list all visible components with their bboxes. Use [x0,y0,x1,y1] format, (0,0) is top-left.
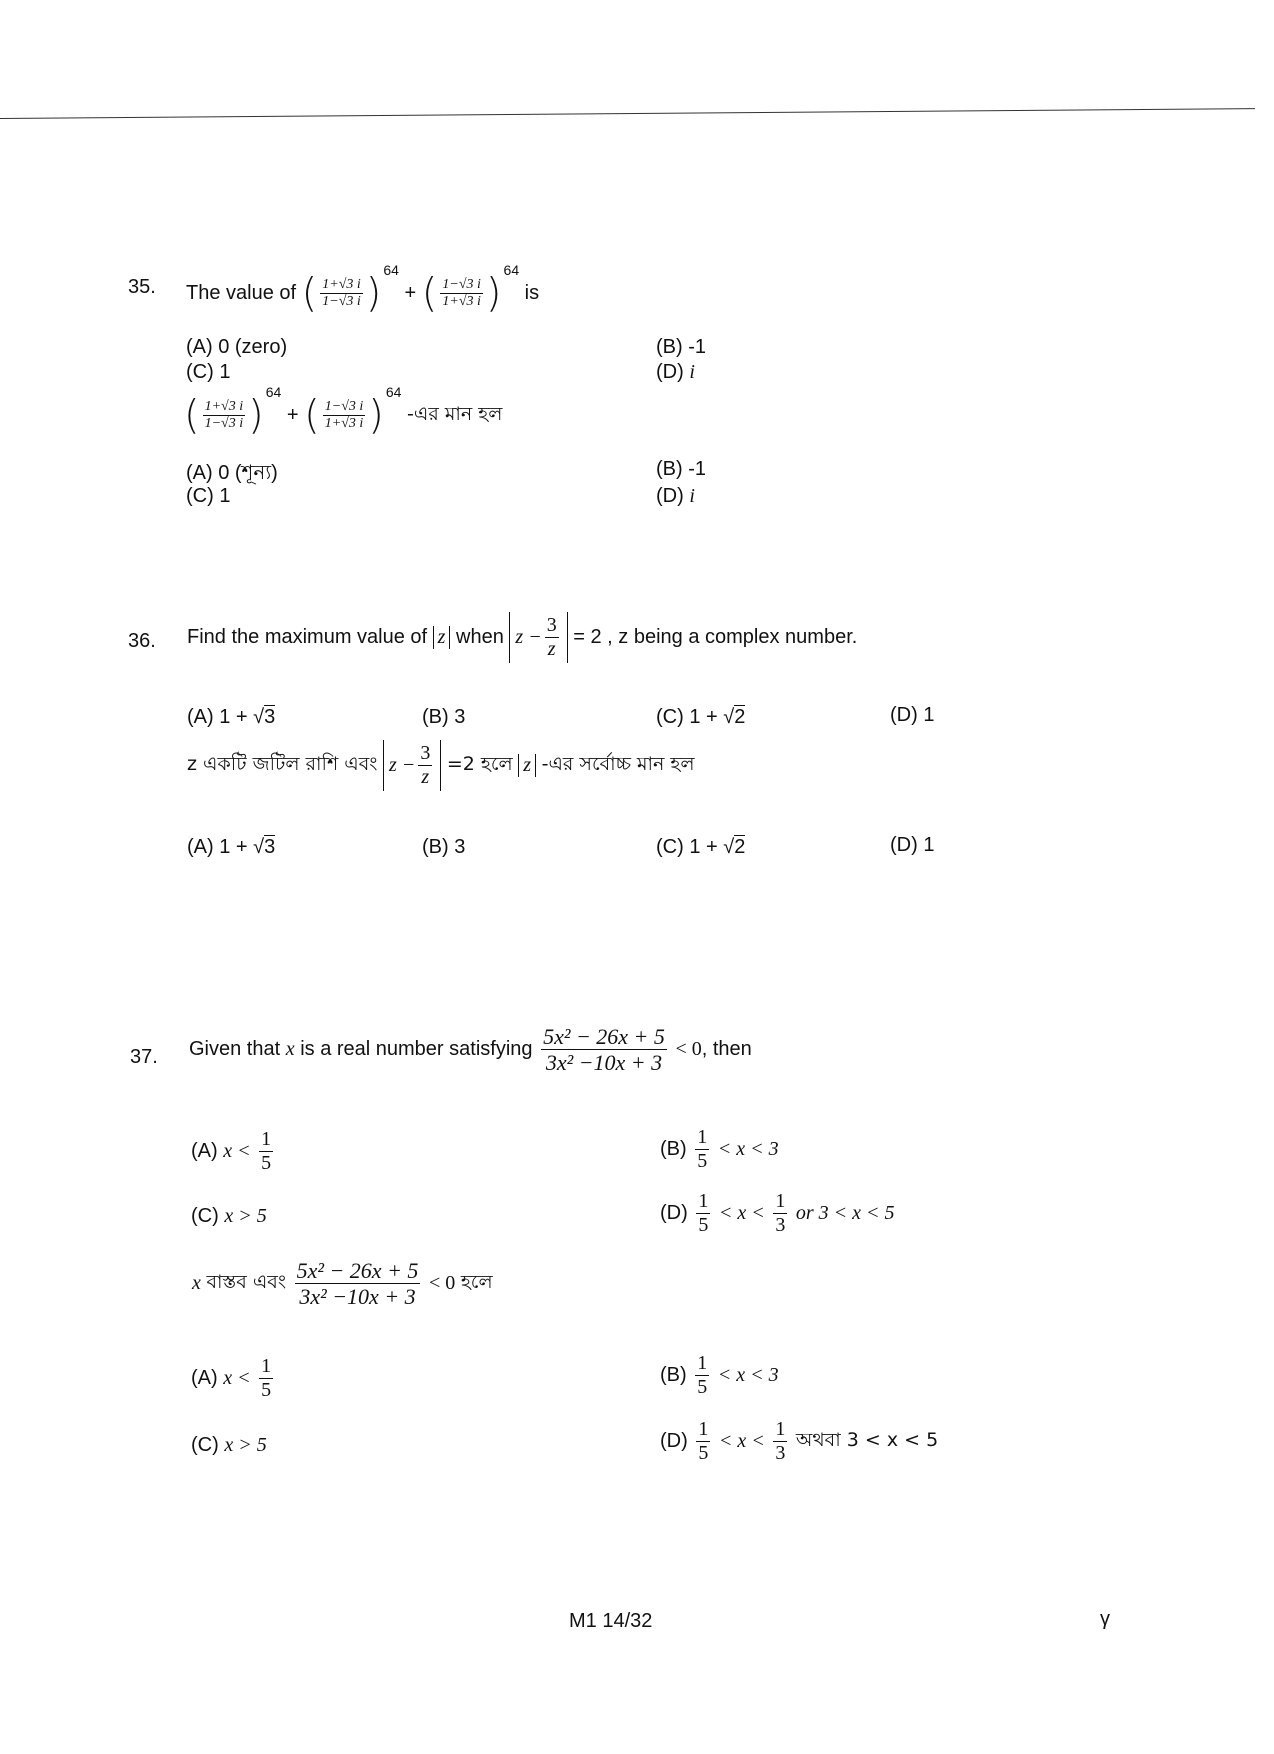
q36-option-d-en: (D) 1 [890,704,935,726]
q35-bn-frac1: $\frac{1+√3 i}{1-√3 i}$ [204,399,244,432]
page-mark: γ [1100,1608,1110,1630]
q37-option-b-en: (B) $\frac{1}{5}$ < x < 3 [660,1126,779,1172]
q37-number: 37. [130,1046,158,1068]
q36-option-a-bn: (A) 1 + √3 [187,836,276,858]
q36-option-d-bn: (D) 1 [890,834,935,856]
q35-option-b-en: (B) -1 [656,336,706,358]
q35-option-c-bn: (C) 1 [186,485,231,507]
q35-suffix-bn: -এর মান হল [407,402,503,425]
abs-z-minus-3-over-z-bn: z − $\frac{3}{z}$ [383,740,441,791]
q36-stem-bn: z একটি জটিল রাশি এবং z − $\frac{3}{z}$ =2 হলে z -এর সর্বোচ্চ মান হল [187,740,695,791]
q35-option-a-bn: (A) 0 (শূন্য) [186,462,278,484]
q36-stem-en: Find the maximum value of z when z − $\frac{3}{z}$ = 2 , z being a complex number. [187,612,857,663]
q35-bn-frac2: $\frac{1-√3 i}{1+√3 i}$ [324,399,364,432]
q37-option-d-en: (D) $\frac{1}{5}$ < x < $\frac{1}{3}$ or 3 < x < 5 [660,1190,895,1236]
q35-prefix: The value of [186,282,297,305]
q35-number: 35. [128,276,156,298]
q36-option-c-bn: (C) 1 + √2 [656,836,746,858]
q35-option-d-bn: (D) i [656,485,695,507]
q36-option-c-en: (C) 1 + √2 [656,706,746,728]
top-rule [0,108,1255,119]
q36-number: 36. [128,630,156,652]
q37-option-b-bn: (B) $\frac{1}{5}$ < x < 3 [660,1352,779,1398]
q35-option-a-en: (A) 0 (zero) [186,336,288,358]
page-number: M1 14/32 [569,1610,653,1632]
q35-option-b-bn: (B) -1 [656,458,706,480]
q37-fraction-bn: $\frac{\text{5x² − 26x + 5}}{\text{3x² −10x + 3}}$ [296,1258,419,1310]
q35-suffix: is [524,282,540,305]
q36-option-b-bn: (B) 3 [422,836,466,858]
q35-option-d-en: (D) i [656,361,695,383]
q37-stem-en: Given that x is a real number satisfying $\frac{\text{5x² − 26x + 5}}{\text{3x² −10x + 3}}$ < 0, then [189,1024,752,1076]
q37-option-d-bn: (D) $\frac{1}{5}$ < x < $\frac{1}{3}$ অথবা 3 < x < 5 [660,1418,939,1464]
q37-fraction: $\frac{\text{5x² − 26x + 5}}{\text{3x² −10x + 3}}$ [543,1024,665,1076]
q37-option-c-en: (C) x > 5 [191,1205,267,1228]
abs-z: z [433,626,451,649]
abs-z-bn: z [518,754,536,777]
q37-option-a-bn: (A) x < $\frac{1}{5}$ [191,1355,272,1401]
q35-frac2: $\frac{1-√3 i}{1+√3 i}$ [442,277,481,310]
q35-option-c-en: (C) 1 [186,361,231,383]
q35-stem-bn: ( $\frac{1+√3 i}{1-√3 i}$ )$^{64}$ + ( $\frac{1-√3 i}{1+√3 i}$ )$^{64}$ -এর মান হল [184,384,503,439]
q35-frac1: $\frac{1+√3 i}{1-√3 i}$ [322,277,361,310]
q37-option-c-bn: (C) x > 5 [191,1434,267,1457]
q36-option-a-en: (A) 1 + √3 [187,706,276,728]
abs-z-minus-3-over-z: z − $\frac{3}{z}$ [509,612,567,663]
q35-stem-en: The value of ( $\frac{1+√3 i}{1-√3 i}$ )$^{64}$ + ( $\frac{1-√3 i}{1+√3 i}$ )$^{64}$ is [186,262,540,317]
q36-option-b-en: (B) 3 [422,706,466,728]
q37-option-a-en: (A) x < $\frac{1}{5}$ [191,1128,272,1174]
q37-stem-bn: x বাস্তব এবং $\frac{\text{5x² − 26x + 5}}{\text{3x² −10x + 3}}$ < 0 হলে [192,1258,493,1310]
